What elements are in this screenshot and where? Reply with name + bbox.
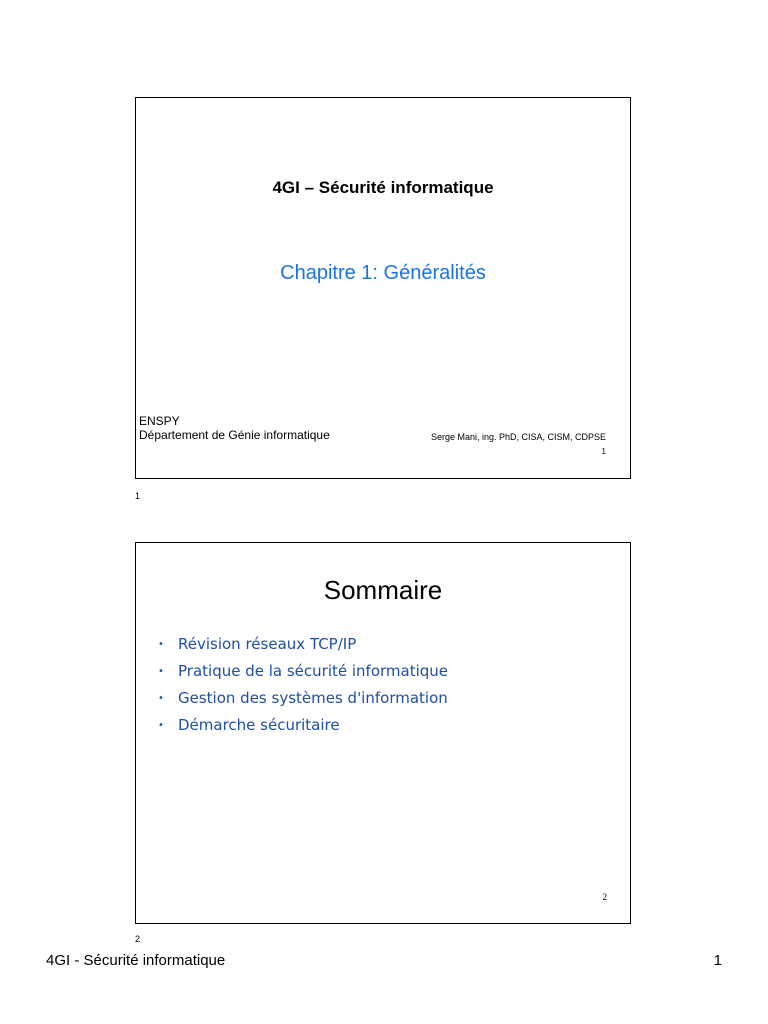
slide-1-label: 1 (135, 491, 141, 501)
list-item-label: Révision réseaux TCP/IP (178, 635, 357, 653)
list-item (158, 685, 448, 712)
agenda-list (158, 631, 448, 739)
list-item-label: Pratique de la sécurité informatique (178, 662, 449, 680)
slide-1-number: 1 (601, 447, 606, 456)
slide-1-thumbnail (135, 97, 631, 479)
slide-2-number: 2 (602, 892, 607, 902)
bullet-icon: • (158, 666, 164, 677)
footer-document-title: 4GI - Sécurité informatique (46, 952, 226, 969)
slide-1-subtitle: Chapitre 1: Généralités (280, 262, 486, 284)
slide-2-label: 2 (135, 934, 141, 944)
bullet-icon: • (158, 720, 164, 731)
list-item (158, 658, 448, 685)
list-item-label: Démarche sécuritaire (178, 716, 340, 734)
slide-2-thumbnail (135, 542, 631, 924)
list-item (158, 712, 448, 739)
slide-1-organization (139, 414, 330, 442)
org-line-2: Département de Génie informatique (139, 428, 330, 442)
bullet-icon: • (158, 693, 164, 704)
org-line-1: ENSPY (139, 414, 180, 428)
slide-2-title: Sommaire (323, 575, 443, 605)
bullet-icon: • (158, 639, 164, 650)
list-item-label: Gestion des systèmes d'information (178, 689, 448, 707)
slide-1-title: 4GI – Sécurité informatique (272, 178, 494, 197)
footer-page-number: 1 (713, 952, 722, 969)
list-item (158, 631, 448, 658)
slide-1-author: Serge Mani, ing. PhD, CISA, CISM, CDPSE (430, 432, 606, 442)
